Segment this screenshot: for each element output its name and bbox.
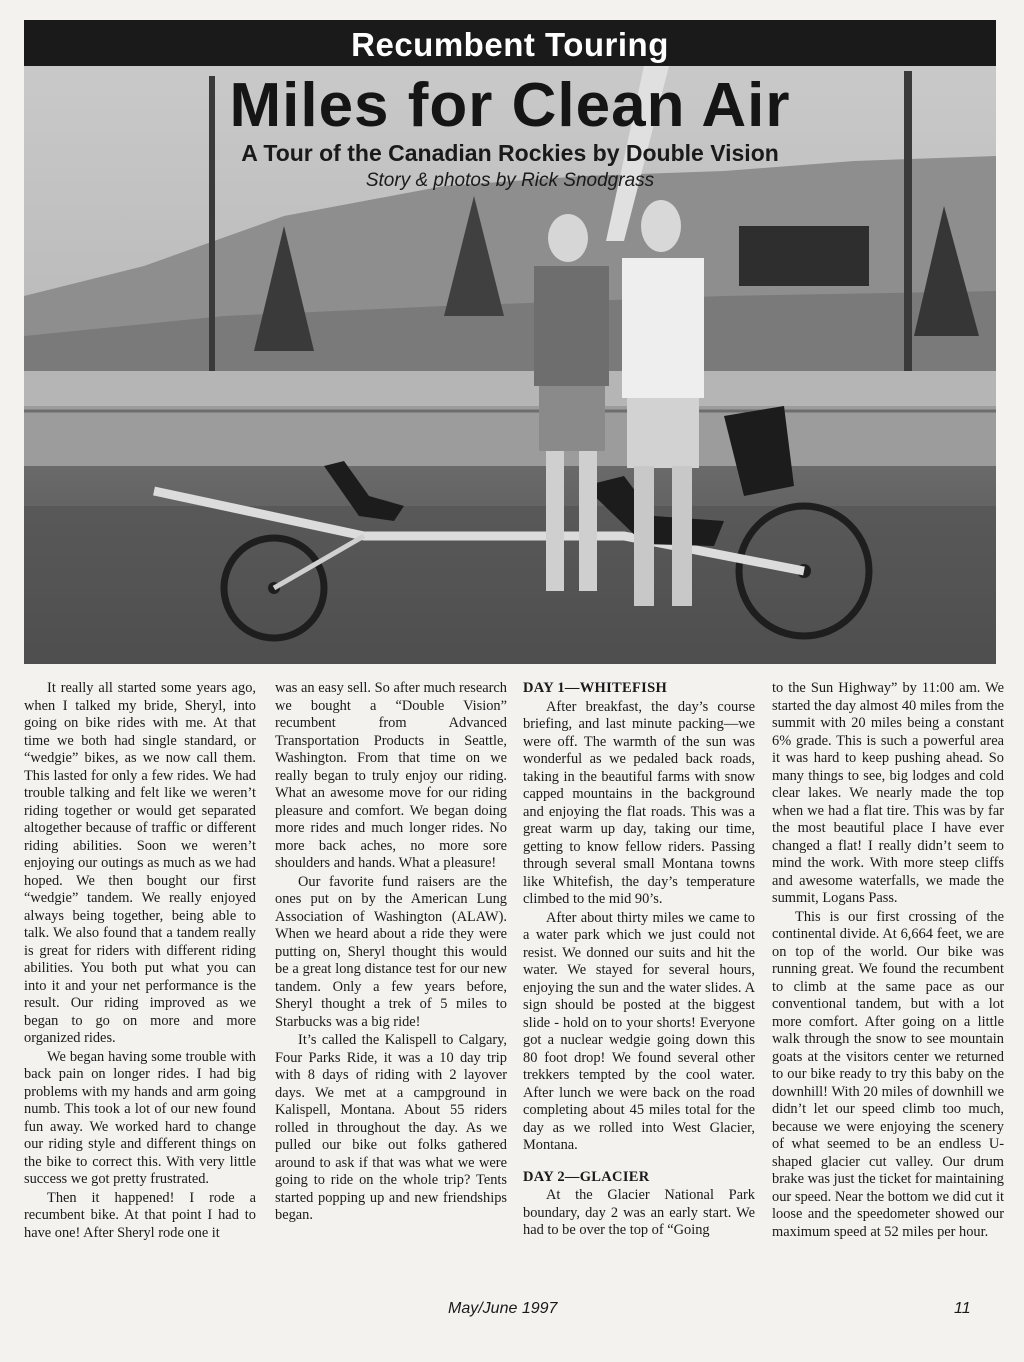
paragraph: This is our first crossing of the continental divide. At 6,664 feet, we are on top of the world. Our bike was running great. We found the recumbent to climb at the same pace as our conventional tandem, but with a lot more comfort. After going on a little walk through the snow to see mountain goats at the visitors center we returned to our bike ready to try this baby on the downhill! With 20 miles of downhill we didn’t let our speed climb too much, because we were enjoying the scenery of what seemed to be an endless U-shaped glacier cut valley. Our drum brake was just the ticket for maintaining our speed. Near the bottom we did cut it loose and the speedometer showed our maximum speed at 52 miles per hour.: [772, 908, 1004, 1240]
column-1: [24, 680, 256, 1243]
paragraph: After breakfast, the day’s course briefing, and last minute packing—we were off. The warmth of the sun was wonderful as we pedaled back roads, taking in the beautiful farms with snow capped mountains in the background and enjoying the flat roads. This was a great warm up day, taking our time, getting to know fellow riders. Passing through several small Montana towns like Whitefish, the day’s temperature climbed to the mid 90’s.: [523, 698, 755, 907]
section-header-band: [24, 20, 996, 66]
article-headline: Miles for Clean Air: [229, 71, 791, 140]
section-heading-day2: DAY 2—GLACIER: [523, 1168, 650, 1185]
paragraph: Then it happened! I rode a recumbent bike. At that point I had to have one! After Sheryl rode one it: [24, 1189, 256, 1241]
paragraph: We began having some trouble with back pain on longer rides. I had big problems with my hands and arm going numb. This took a lot of our new found fun away. We worked hard to change our riding style and different things on the bike to correct this. With very little success we got pretty frustrated.: [24, 1048, 256, 1187]
article-photo: [24, 66, 996, 664]
paragraph: After about thirty miles we came to a water park which we just could not resist. We donned our suits and hit the water. We stayed for several hours, enjoying the sun and the water slides. A sign should be posted at the biggest slide - hold on to your shorts! Everyone got a nuclear wedgie going down this 80 foot drop! We found several other trekkers tempted by the cool water. After lunch we were back on the road completing about 45 miles total for the day as we rolled into West Glacier, Montana.: [523, 909, 755, 1153]
issue-date: May/June 1997: [448, 1300, 558, 1317]
section-title: Recumbent Touring: [351, 26, 669, 63]
article-subtitle: A Tour of the Canadian Rockies by Double Vision: [241, 140, 779, 166]
section-heading-day1: DAY 1—WHITEFISH: [523, 680, 668, 696]
paragraph: to the Sun Highway” by 11:00 am. We started the day almost 40 miles from the summit with 20 miles being a constant 6% grade. This is such a powerful area it was hard to keep pushing ahead. So many things to see, big lodges and cold clear lakes. We nearly made the top when we had a flat tire. This was by far the most beautiful place I have ever changed a flat! I really didn’t seem to mind the work. With more steep cliffs and awesome waterfalls, we made the summit, Logans Pass.: [772, 680, 1004, 906]
column-3: [523, 680, 755, 1241]
column-4: [772, 680, 1004, 1242]
column-2: [275, 680, 507, 1226]
paragraph: Our favorite fund raisers are the ones put on by the American Lung Association of Washington (ALAW). When we heard about a ride they were putting on, Sheryl thought this would be a great long distance test for our new tandem. Only a few years before, Sheryl thought a trek of 5 miles to Starbucks was a big ride!: [275, 873, 507, 1030]
article-body: [24, 680, 1004, 1300]
article-byline: Story & photos by Rick Snodgrass: [365, 170, 655, 191]
paragraph: It’s called the Kalispell to Calgary, Four Parks Ride, it was a 10 day trip with 8 days of riding with 2 layover days. We met at a campground in Kalispell, Montana. About 55 riders rolled in throughout the day. As we pulled our bike out folks gathered around to ask if that was what we were going to ride on the whole trip? Tents started popping up and new friendships began.: [275, 1032, 507, 1223]
paragraph: At the Glacier National Park boundary, day 2 was an early start. We had to be over the top of “Going: [523, 1187, 755, 1238]
page-number: 11: [954, 1300, 971, 1317]
paragraph: It really all started some years ago, when I talked my bride, Sheryl, into going on bike rides with me. At that time we both had single standard, or “wedgie” bikes, as we now call them. This lasted for only a few rides. We had trouble talking and felt like we weren’t riding together or would get separated altogether because of traffic or different riding abilities. Soon we weren’t enjoying our outings as much as we had hoped. We then bought our first “wedgie” tandem. We really enjoyed always being together, being able to talk. We also found that a tandem really is great for riders with different riding abilities. You both put what you can into it and your net performance is the result. Our riding improved as we began to go on more and more organized rides.: [24, 680, 256, 1046]
paragraph: was an easy sell. So after much research we bought a “Double Vision” recumbent from Advanced Transportation Products in Seattle, Washington. From that time on we really began to truly enjoy our riding. What an awesome move for our riding pleasure and comfort. We began doing more rides and much longer rides. No more back aches, no more sore shoulders and hands. What a pleasure!: [275, 680, 507, 871]
